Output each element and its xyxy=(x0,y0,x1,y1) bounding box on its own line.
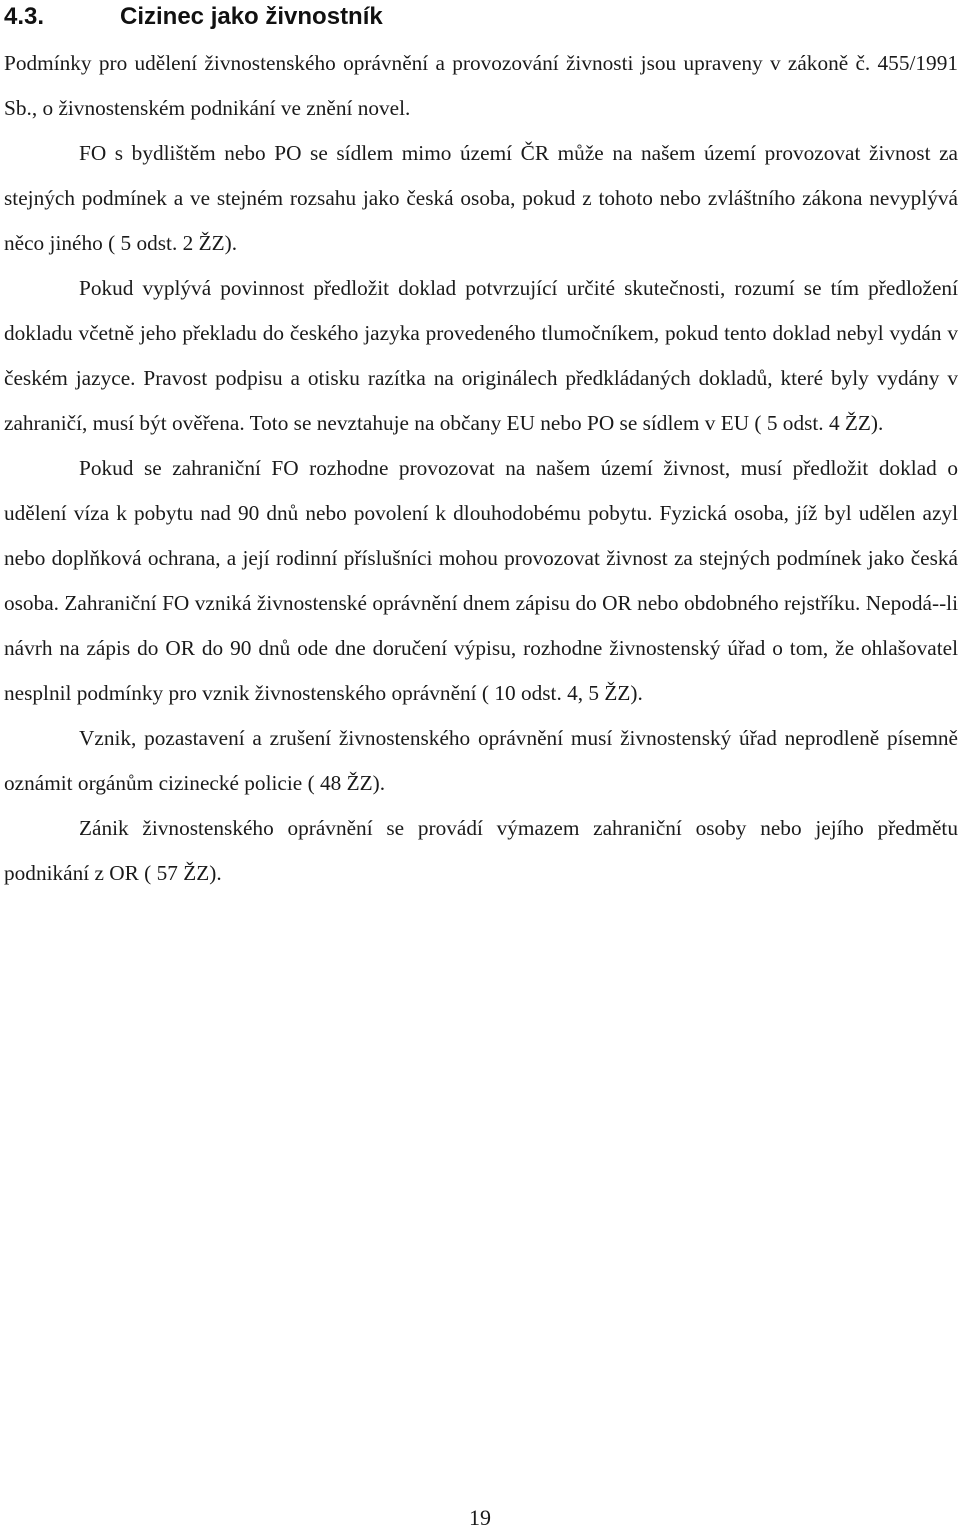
paragraph-documents: Pokud vyplývá povinnost předložit doklad potvrzující určité skutečnosti, rozumí se tím předložení dokladu včetně jeho překladu do českého jazyka provedeného tlumočníkem, pokud tento doklad nebyl vydán v českém jazyce. Pravost podpisu a otisku razítka na originálech předkládaných dokladů, které byly vydány v zahraničí, musí být ověřena. Toto se nevztahuje na občany EU nebo PO se sídlem v EU ( 5 odst. 4 ŽZ). xyxy=(4,276,958,435)
page-number: 19 xyxy=(469,1505,491,1530)
section-heading xyxy=(4,0,958,41)
section-title: Cizinec jako živnostník xyxy=(120,3,383,30)
paragraph-foreign-persons: FO s bydlištěm nebo PO se sídlem mimo území ČR může na našem území provozovat živnost za stejných podmínek a ve stejném rozsahu jako česká osoba, pokud z tohoto nebo zvláštního zákona nevyplývá něco jiného ( 5 odst. 2 ŽZ). xyxy=(4,141,958,255)
document-page xyxy=(4,0,958,896)
paragraph-intro: Podmínky pro udělení živnostenského oprávnění a provozování živnosti jsou upraveny v zákoně č. 455/1991 Sb., o živnostenském podnikání ve znění novel. xyxy=(4,51,958,120)
paragraph-residence: Pokud se zahraniční FO rozhodne provozovat na našem území živnost, musí předložit doklad o udělení víza k pobytu nad 90 dnů nebo povolení k dlouhodobému pobytu. Fyzická osoba, jíž byl udělen azyl nebo doplňková ochrana, a její rodinní příslušníci mohou provozovat živnost za stejných podmínek jako česká osoba. Zahraniční FO vzniká živnostenské oprávnění dnem zápisu do OR nebo obdobného rejstříku. Nepodá--li návrh na zápis do OR do 90 dnů ode dne doručení výpisu, rozhodne živnostenský úřad o tom, že ohlašovatel nesplnil podmínky pro vznik živnostenského oprávnění ( 10 odst. 4, 5 ŽZ). xyxy=(4,456,958,705)
section-number: 4.3. xyxy=(4,3,45,30)
paragraph-termination: Zánik živnostenského oprávnění se provádí výmazem zahraniční osoby nebo jejího předmětu podnikání z OR ( 57 ŽZ). xyxy=(4,816,958,885)
paragraph-police-notice: Vznik, pozastavení a zrušení živnostenského oprávnění musí živnostenský úřad neprodleně písemně oznámit orgánům cizinecké policie ( 48 ŽZ). xyxy=(4,726,958,795)
